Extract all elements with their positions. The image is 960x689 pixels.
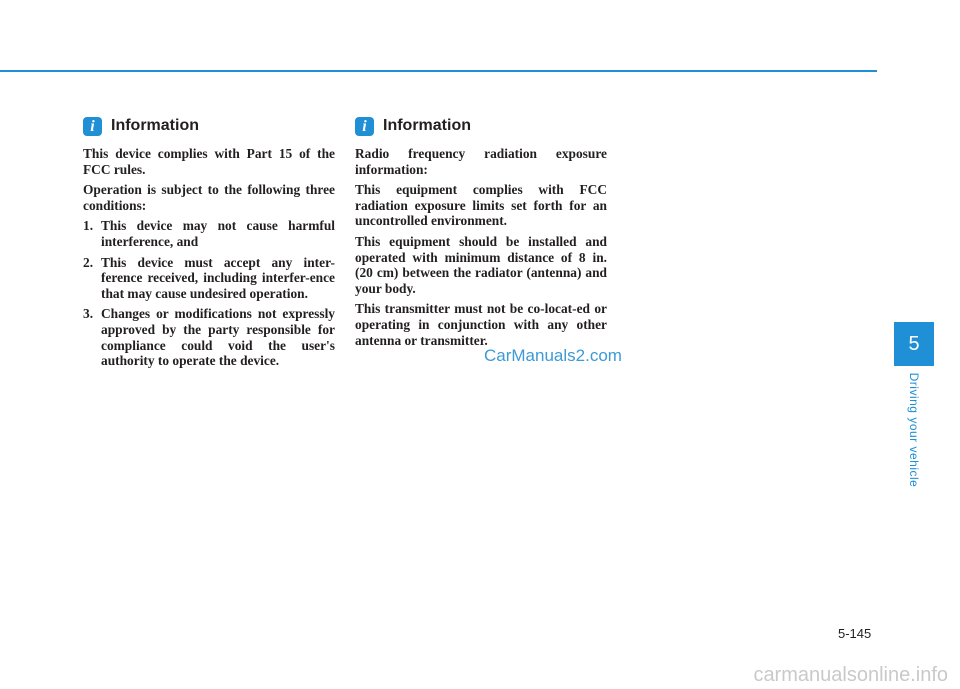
list-item xyxy=(83,255,335,302)
list-number: 1. xyxy=(83,218,94,234)
right-column xyxy=(355,114,607,353)
list-text: This device must accept any inter-ference received, including interfer-ence that may cause undesired operation. xyxy=(101,254,335,301)
paragraph: This device complies with Part 15 of the FCC rules. xyxy=(83,146,335,177)
chapter-label: Driving your vehicle xyxy=(907,372,921,488)
info-title: Information xyxy=(383,117,471,134)
info-icon: i xyxy=(83,117,102,136)
list-number: 3. xyxy=(83,306,94,322)
paragraph: Operation is subject to the following three conditions: xyxy=(83,182,335,213)
page-number: 5-145 xyxy=(838,626,872,641)
paragraph: This equipment complies with FCC radiation exposure limits set forth for an uncontrolled environment. xyxy=(355,182,607,229)
paragraph: This equipment should be installed and operated with minimum distance of 8 in. (20 cm) between the radiator (antenna) and your body. xyxy=(355,233,607,296)
conditions-list xyxy=(83,218,335,368)
info-heading-right xyxy=(355,114,607,138)
info-heading-left xyxy=(83,114,335,138)
list-number: 2. xyxy=(83,254,94,270)
info-title: Information xyxy=(111,117,199,134)
list-item xyxy=(83,306,335,368)
list-text: Changes or modifications not expressly approved by the party responsible for compliance could void the user's authority to operate the device. xyxy=(101,306,335,369)
list-item xyxy=(83,218,335,249)
info-icon: i xyxy=(355,117,374,136)
chapter-tab[interactable]: 5 xyxy=(894,322,934,366)
watermark-link[interactable]: CarManuals2.com xyxy=(484,346,622,365)
paragraph: Radio frequency radiation exposure information: xyxy=(355,146,607,177)
footer-watermark: carmanualsonline.info xyxy=(753,664,948,686)
header-rule xyxy=(0,70,877,72)
paragraph: This transmitter must not be co-locat-ed or operating in conjunction with any other antenna or transmitter. xyxy=(355,301,607,348)
list-text: This device may not cause harmful interference, and xyxy=(101,218,335,249)
left-column xyxy=(83,114,335,374)
